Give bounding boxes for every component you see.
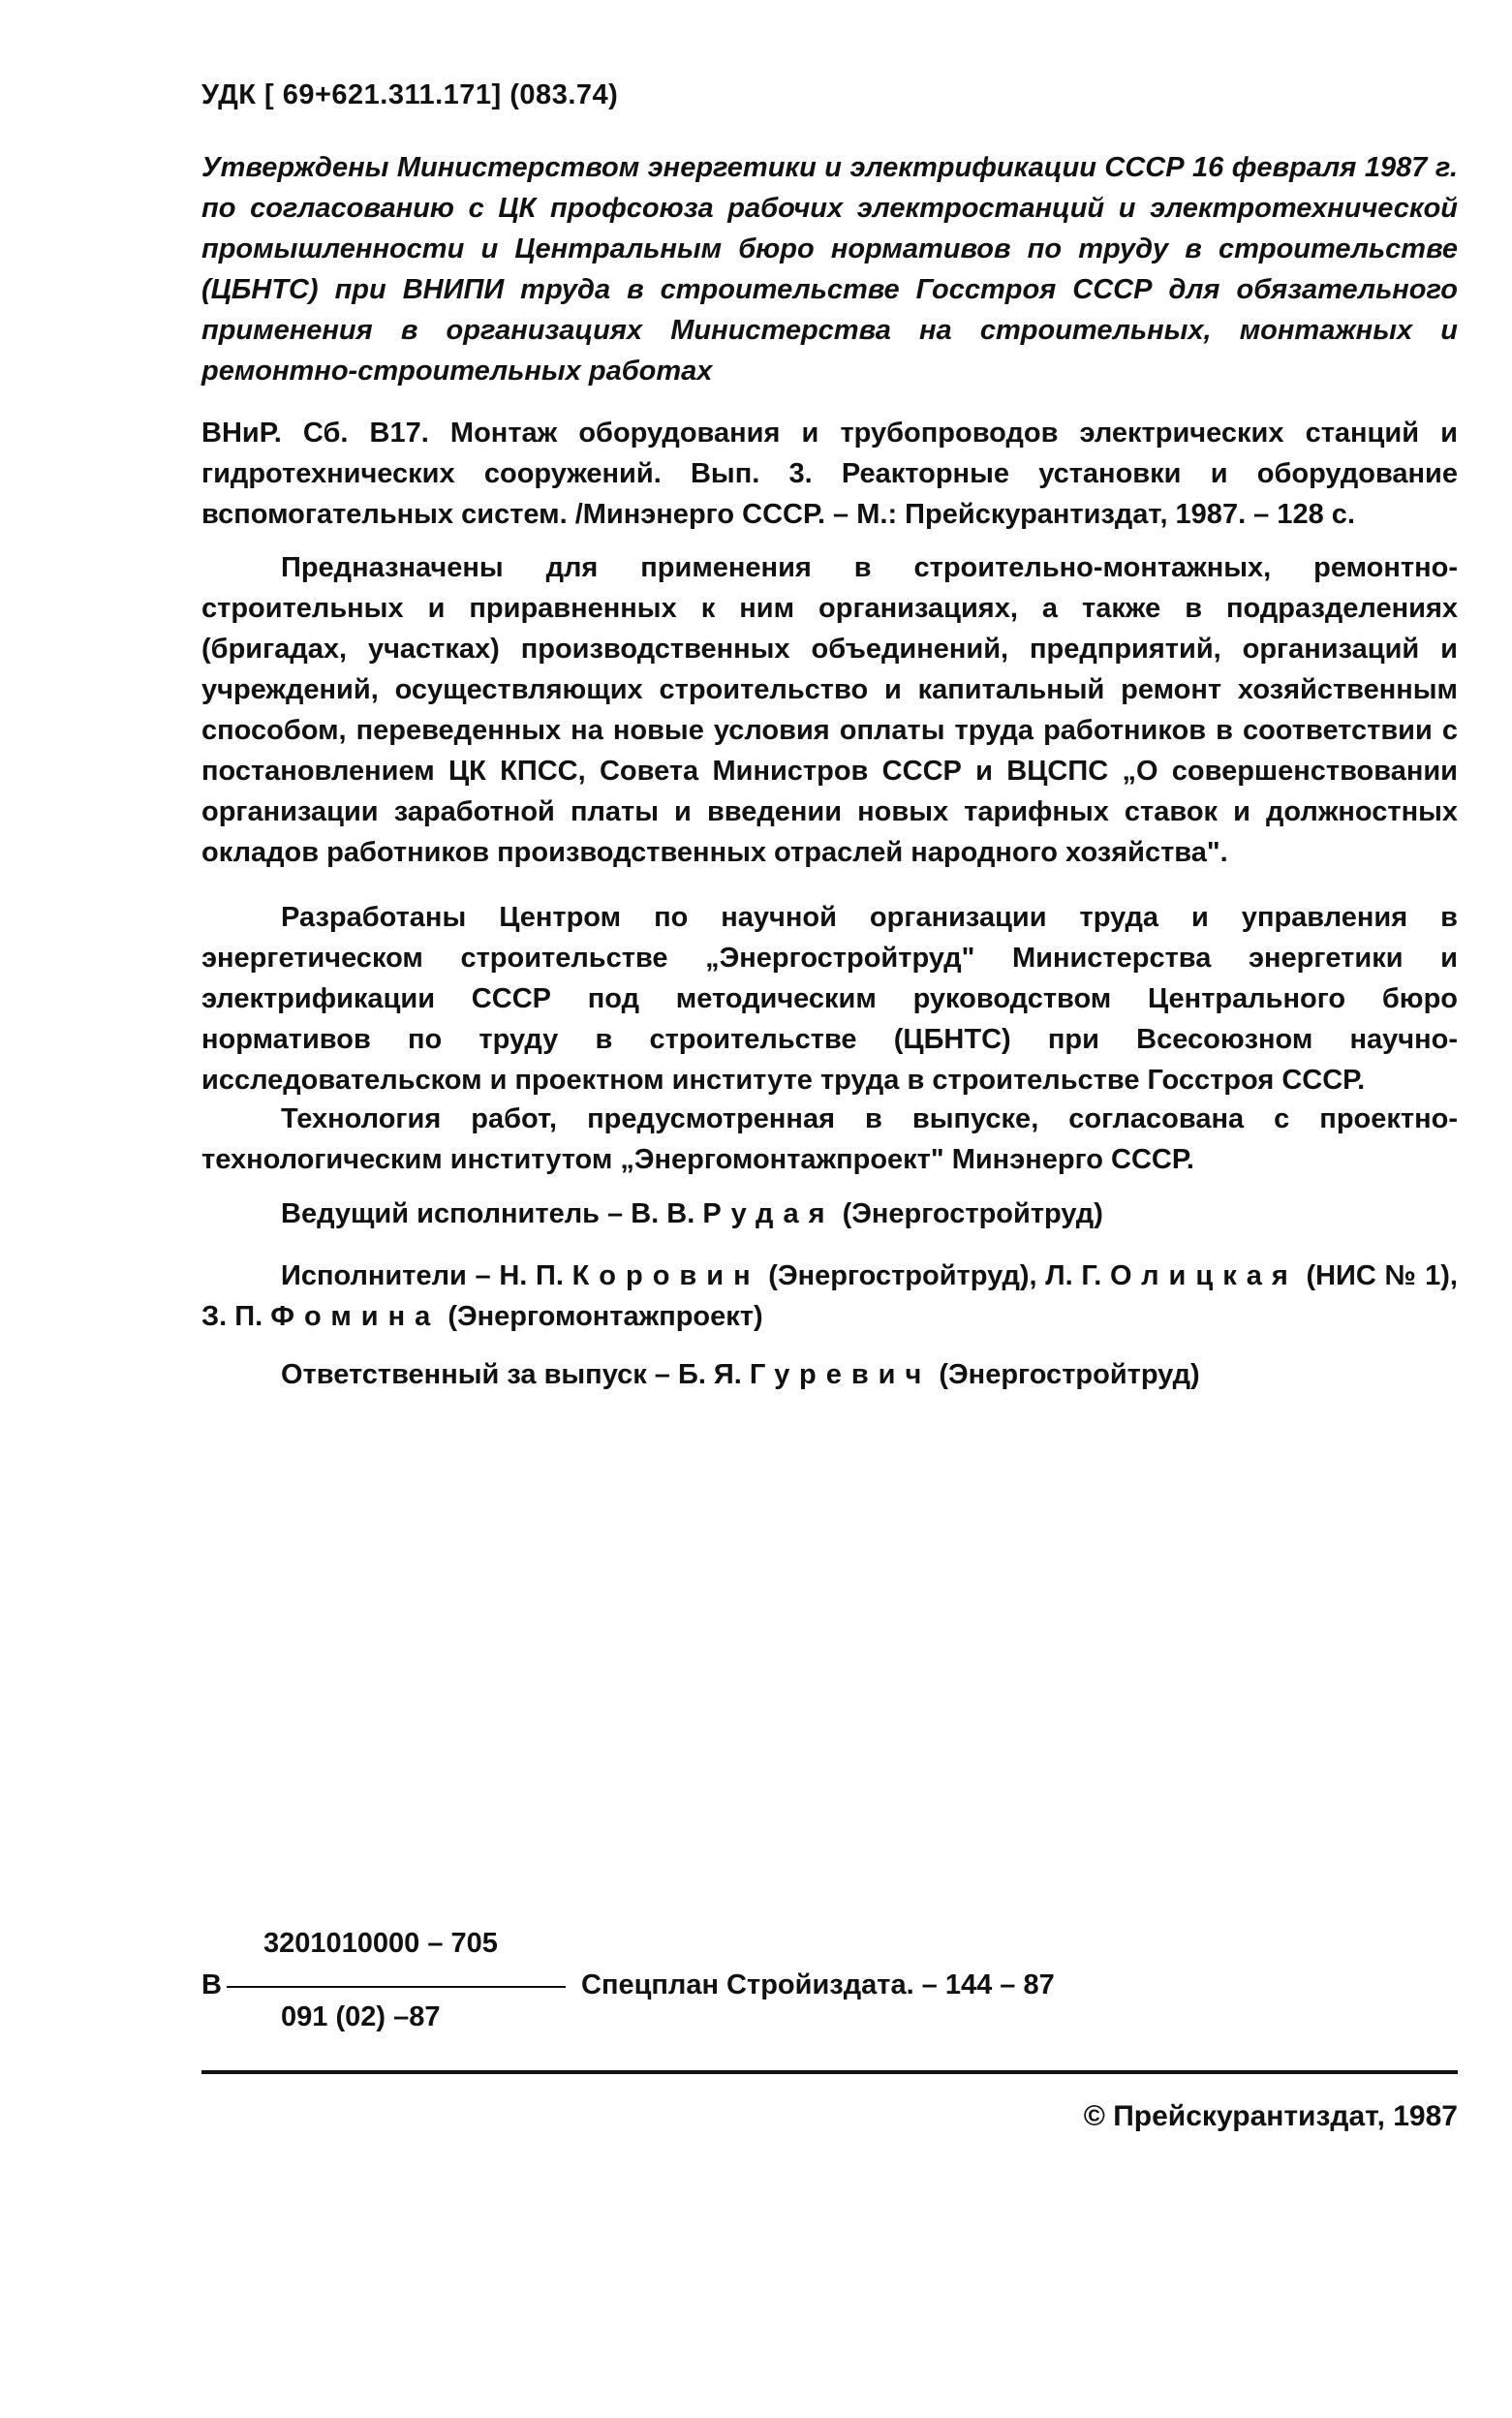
technology-text: Технология работ, предусмотренная в выпуске, согласована с проектно-технологическим институтом „Энергомонтажпроект" Минэнерго СССР. [201, 1103, 1458, 1175]
responsible-org: (Энергостройтруд) [931, 1359, 1200, 1390]
performer-3-org: (Энергомонтажпроект) [440, 1301, 763, 1332]
performer-3-surname: Фомина [270, 1301, 441, 1332]
performers [201, 1256, 1458, 1337]
lead-label: Ведущий исполнитель – В. В. [281, 1198, 703, 1229]
approval-statement: Утверждены Министерством энергетики и электрификации СССР 16 февраля 1987 г. по согласованию с ЦК профсоюза рабочих электростанций и электротехнической промышленности и Центральным бюро нормативов по труду в строительстве (ЦБНТС) при ВНИПИ труда в строительстве Госстроя СССР для обязательного применения в организациях Министерства на строительных, монтажных и ремонтно-строительных работах [201, 152, 1458, 387]
lead-performer [201, 1194, 1458, 1234]
udk-code: УДК [ 69+621.311.171] (083.74) [201, 79, 619, 110]
technology-paragraph [201, 1099, 1458, 1180]
responsible-editor [201, 1354, 1458, 1395]
code-letter: В [201, 1969, 222, 2000]
responsible-surname: Гуревич [749, 1359, 932, 1390]
performer-2-surname: Олицкая [1109, 1260, 1298, 1291]
developers-paragraph [201, 897, 1458, 1100]
performer-2-org: (НИС № 1), З. П. [201, 1260, 1458, 1332]
purpose-paragraph [201, 547, 1458, 873]
copyright-notice: © Прейскурантиздат, 1987 [1083, 2100, 1458, 2132]
footer-divider [201, 2070, 1458, 2074]
developers-text: Разработаны Центром по научной организации труда и управления в энергетическом строительстве „Энергостройтруд" Министерства энергетики и электрификации СССР под методическим руководством Центрального бюро нормативов по труду в строительстве (ЦБНТС) при Всесоюзном научно-исследовательском и проектном институте труда в строительстве Госстроя СССР. [201, 902, 1458, 1096]
lead-org: (Энергостройтруд) [834, 1198, 1103, 1229]
bibliographic-citation: ВНиР. Сб. В17. Монтаж оборудования и трубопроводов электрических станций и гидротехнических сооружений. Вып. 3. Реакторные установки и оборудование вспомогательных систем. /Минэнерго СССР. – М.: Прейскурантиздат, 1987. – 128 с. [201, 418, 1458, 530]
publishing-plan: Спецплан Стройиздата. – 144 – 87 [581, 1969, 1055, 2000]
code-fraction-line [227, 1986, 566, 1988]
code-denominator: 091 (02) –87 [281, 2001, 441, 2032]
performer-1-org: (Энергостройтруд), Л. Г. [759, 1260, 1110, 1291]
lead-surname: Рудая [702, 1198, 835, 1229]
purpose-text: Предназначены для применения в строительно-монтажных, ремонтно-строительных и приравненных к ним организациях, а также в подразделениях (бригадах, участках) производственных объединений, предприятий, организаций и учреждений, осуществляющих строительство и капитальный ремонт хозяйственным способом, переведенных на новые условия оплаты труда работников в соответствии с постановлением ЦК КПСС, Совета Министров СССР и ВЦСПС „О совершенствовании организации заработной платы и введении новых тарифных ставок и должностных окладов работников производственных отраслей народного хозяйства". [201, 552, 1458, 868]
code-numerator: 3201010000 – 705 [263, 1928, 498, 1959]
publication-code [201, 1928, 1458, 2044]
responsible-label: Ответственный за выпуск – Б. Я. [281, 1359, 750, 1390]
performers-label: Исполнители – Н. П. [281, 1260, 572, 1291]
performer-1-surname: Коровин [571, 1260, 760, 1291]
